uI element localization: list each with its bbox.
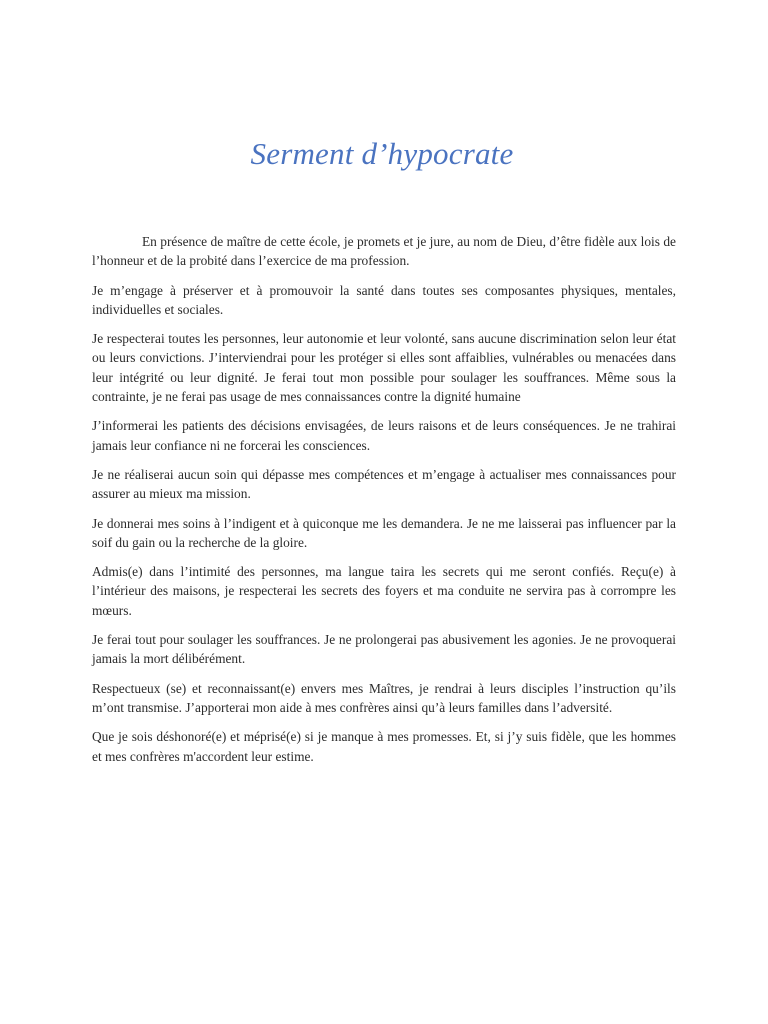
paragraph-secrets: Admis(e) dans l’intimité des personnes, ma langue taira les secrets qui me seront confiés. Reçu(e) à l’intérieur des maisons, je respecterai les secrets des foyers et ma conduite ne servira pas à corrompre les mœurs.: [92, 564, 676, 618]
paragraph-respect: Je respecterai toutes les personnes, leur autonomie et leur volonté, sans aucune discrimination selon leur état ou leurs convictions. J’interviendrai pour les protéger si elles sont affaiblies, vulnérables ou menacées dans leur intégrité ou leur dignité. Je ferai tout mon possible pour soulager les souffrances. Même sous la contrainte, je ne ferai pas usage de mes connaissances contre la dignité humaine: [92, 331, 676, 405]
paragraph-oath-intro: En présence de maître de cette école, je promets et je jure, au nom de Dieu, d’être fidèle aux lois de l’honneur et de la probité dans l’exercice de ma profession.: [92, 234, 676, 269]
document-body: [92, 232, 676, 776]
document-title: Serment d’hypocrate: [250, 136, 514, 171]
paragraph-masters: Respectueux (se) et reconnaissant(e) envers mes Maîtres, je rendrai à leurs disciples l’instruction qu’ils m’ont transmise. J’apporterai mon aide à mes confrères ainsi qu’à leurs familles dans l’adversité.: [92, 680, 676, 715]
paragraph-suffering: Je ferai tout pour soulager les souffrances. Je ne prolongerai pas abusivement les agonies. Je ne provoquerai jamais la mort délibérément.: [92, 632, 676, 667]
paragraph-inform: J’informerai les patients des décisions envisagées, de leurs raisons et de leurs conséquences. Je ne trahirai jamais leur confiance ni ne forcerai les consciences.: [92, 418, 676, 453]
paragraph-indigent: Je donnerai mes soins à l’indigent et à quiconque me les demandera. Je ne me laisserai pas influencer par la soif du gain ou la recherche de la gloire.: [92, 515, 676, 550]
paragraph-competence: Je ne réaliserai aucun soin qui dépasse mes compétences et m’engage à actualiser mes connaissances pour assurer au mieux ma mission.: [92, 466, 676, 502]
paragraph-health: Je m’engage à préserver et à promouvoir la santé dans toutes ses composantes physiques, mentales, individuelles et sociales.: [92, 282, 676, 317]
paragraph-promise: Que je sois déshonoré(e) et méprisé(e) si je manque à mes promesses. Et, si j’y suis fidèle, que les hommes et mes confrères m'accordent leur estime.: [92, 729, 676, 764]
